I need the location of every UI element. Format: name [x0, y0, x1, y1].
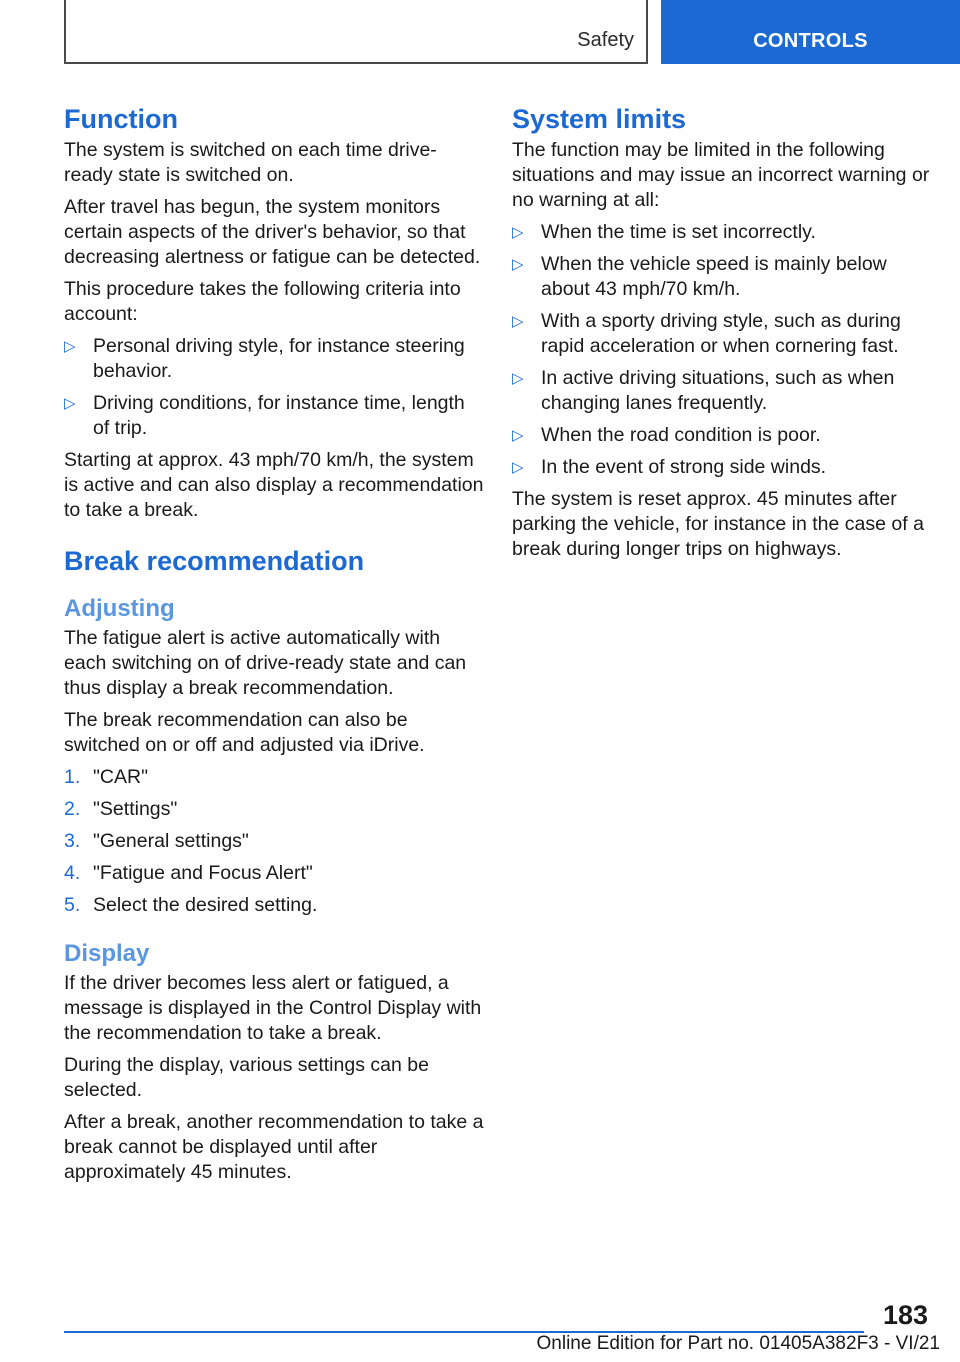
- step-text: "General settings": [93, 830, 249, 852]
- adjusting-paragraph-2: The break recommendation can also be switched on or off and adjusted via iDrive.: [64, 709, 425, 756]
- page-number: 183: [882, 1300, 928, 1330]
- system-limits-heading: System limits: [512, 104, 687, 134]
- limits-paragraph-2: The system is reset approx. 45 minutes after parking the vehicle, for instance in the case of a break during longer trips on highways.: [512, 488, 924, 560]
- step-item: [64, 893, 484, 918]
- triangle-bullet-icon: ▷: [512, 313, 524, 330]
- step-text: "CAR": [93, 766, 149, 788]
- list-item: [512, 455, 932, 480]
- header-section-box: [64, 0, 648, 64]
- triangle-bullet-icon: ▷: [512, 224, 524, 241]
- adjusting-heading: Adjusting: [64, 595, 175, 622]
- list-item-text: In the event of strong side winds.: [541, 456, 827, 478]
- step-item: [64, 797, 484, 822]
- right-column: [512, 100, 932, 569]
- display-paragraph-3: After a break, another recommendation to take a break cannot be displayed until after approximately 45 minutes.: [64, 1111, 484, 1183]
- step-number: 4.: [64, 862, 81, 884]
- list-item-text: When the vehicle speed is mainly below about 43 mph/70 km/h.: [541, 253, 887, 300]
- list-item: [64, 334, 484, 384]
- triangle-bullet-icon: ▷: [64, 395, 76, 412]
- triangle-bullet-icon: ▷: [512, 459, 524, 476]
- step-number: 2.: [64, 798, 81, 820]
- footer-edition: Online Edition for Part no. 01405A382F3 - VI/21: [536, 1333, 940, 1354]
- step-item: [64, 829, 484, 854]
- step-text: "Settings": [93, 798, 178, 820]
- step-item: [64, 861, 484, 886]
- step-number: 5.: [64, 894, 81, 916]
- list-item-text: When the road condition is poor.: [541, 424, 821, 446]
- list-item: [64, 391, 484, 441]
- list-item: [512, 366, 932, 416]
- triangle-bullet-icon: ▷: [512, 256, 524, 273]
- function-heading: Function: [64, 104, 178, 134]
- step-number: 3.: [64, 830, 81, 852]
- triangle-bullet-icon: ▷: [64, 338, 76, 355]
- list-item: [512, 220, 932, 245]
- display-paragraph-2: During the display, various settings can be selected.: [64, 1054, 429, 1101]
- adjusting-paragraph-1: The fatigue alert is active automatically with each switching on of drive-ready state and can thus display a break recommendation.: [64, 627, 467, 699]
- function-paragraph-1: The system is switched on each time drive-ready state is switched on.: [64, 139, 437, 186]
- header-chapter-tab: [661, 0, 960, 64]
- steps-list: [64, 765, 484, 918]
- triangle-bullet-icon: ▷: [512, 427, 524, 444]
- break-recommendation-heading: Break recommendation: [64, 546, 365, 576]
- list-item: [512, 423, 932, 448]
- list-item-text: Personal driving style, for instance steering behavior.: [93, 335, 465, 382]
- display-paragraph-1: If the driver becomes less alert or fatigued, a message is displayed in the Control Display with the recommendation to take a break.: [64, 972, 482, 1044]
- list-item-text: In active driving situations, such as when changing lanes frequently.: [541, 367, 895, 414]
- step-text: "Fatigue and Focus Alert": [93, 862, 313, 884]
- function-paragraph-4: Starting at approx. 43 mph/70 km/h, the system is active and can also display a recommendation to take a break.: [64, 449, 484, 521]
- header-chapter-label: CONTROLS: [753, 30, 868, 52]
- list-item-text: Driving conditions, for instance time, length of trip.: [93, 392, 465, 439]
- header-section-title: Safety: [577, 29, 634, 51]
- step-text: Select the desired setting.: [93, 894, 318, 916]
- limits-paragraph-1: The function may be limited in the following situations and may issue an incorrect warning or no warning at all:: [512, 139, 930, 211]
- list-item-text: With a sporty driving style, such as during rapid acceleration or when cornering fast.: [541, 310, 901, 357]
- triangle-bullet-icon: ▷: [512, 370, 524, 387]
- list-item: [512, 309, 932, 359]
- criteria-list: [64, 334, 484, 441]
- left-column: [64, 100, 484, 1192]
- function-paragraph-2: After travel has begun, the system monitors certain aspects of the driver's behavior, so that decreasing alertness or fatigue can be detected.: [64, 196, 481, 268]
- display-heading: Display: [64, 940, 150, 967]
- limits-list: [512, 220, 932, 480]
- list-item-text: When the time is set incorrectly.: [541, 221, 816, 243]
- step-number: 1.: [64, 766, 81, 788]
- function-paragraph-3: This procedure takes the following criteria into account:: [64, 278, 461, 325]
- list-item: [512, 252, 932, 302]
- step-item: [64, 765, 484, 790]
